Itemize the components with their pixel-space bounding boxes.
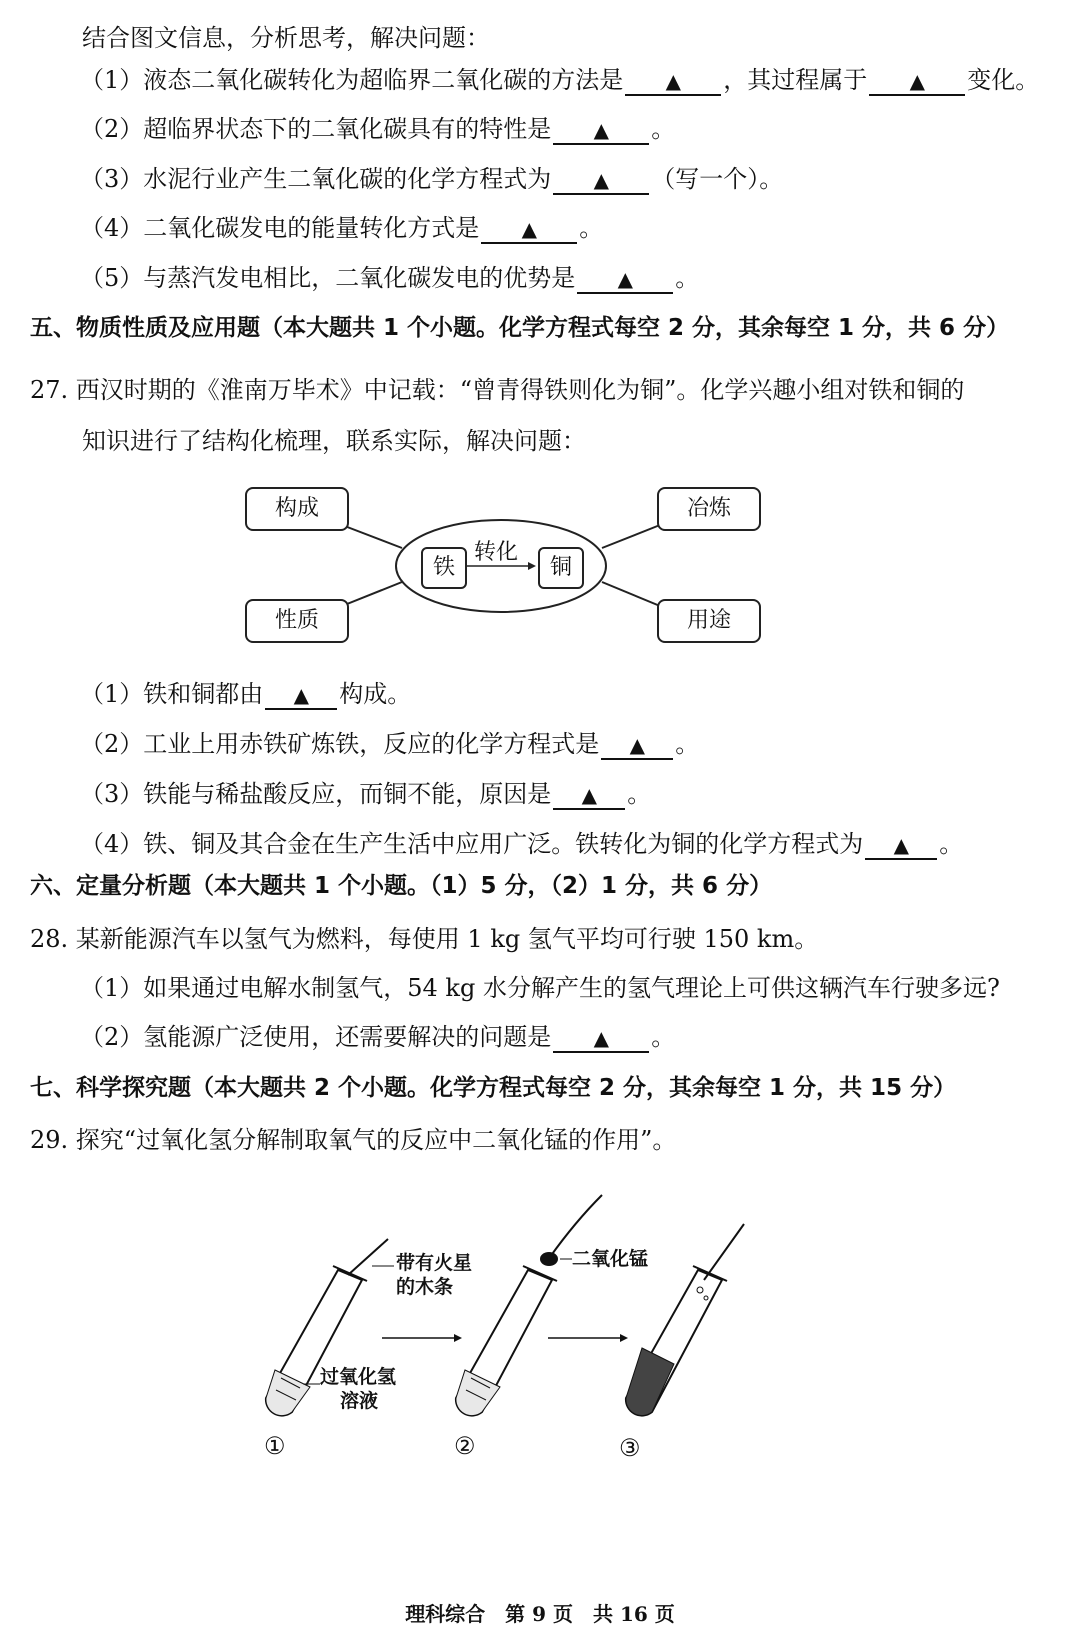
burning-splint-icon xyxy=(704,1224,744,1280)
label-h2o2-1: 过氧化氢 xyxy=(320,1366,397,1388)
diagram-box-composition: 构成 xyxy=(245,487,349,531)
answer-blank[interactable]: ▲ xyxy=(625,68,721,96)
section-5-heading: 五、物质性质及应用题（本大题共 1 个小题。化学方程式每空 2 分，其余每空 1 分，共 6 分） xyxy=(30,315,1010,341)
answer-blank[interactable]: ▲ xyxy=(553,167,649,195)
label-glowing-splint-1: 带有火星 xyxy=(396,1252,473,1274)
conversion-label: 转化 xyxy=(474,540,519,565)
q27-part2: （2）工业上用赤铁矿炼铁，反应的化学方程式是 ▲ 。 xyxy=(80,730,700,758)
test-tube-2-icon xyxy=(456,1195,602,1416)
diagram-box-copper: 铜 xyxy=(538,547,584,589)
answer-blank[interactable]: ▲ xyxy=(553,1025,649,1053)
section-7-heading: 七、科学探究题（本大题共 2 个小题。化学方程式每空 2 分，其余每空 1 分，共 15 分） xyxy=(30,1075,957,1101)
q26-part1: （1）液态二氧化碳转化为超临界二氧化碳的方法是 ▲ ，其过程属于 ▲ 变化。 xyxy=(80,66,1040,94)
label-h2o2-2: 溶液 xyxy=(340,1390,379,1412)
q26-part5: （5）与蒸汽发电相比，二氧化碳发电的优势是 ▲ 。 xyxy=(80,264,700,292)
q27-part3: （3）铁能与稀盐酸反应，而铜不能，原因是 ▲ 。 xyxy=(80,780,652,808)
answer-blank[interactable]: ▲ xyxy=(553,782,625,810)
answer-blank[interactable]: ▲ xyxy=(577,266,673,294)
q27-part1: （1）铁和铜都由 ▲ 构成。 xyxy=(80,680,412,708)
q26-part4: （4）二氧化碳发电的能量转化方式是 ▲ 。 xyxy=(80,214,604,242)
q29-stem: 29. 探究“过氧化氢分解制取氧气的反应中二氧化锰的作用”。 xyxy=(30,1126,677,1154)
answer-blank[interactable]: ▲ xyxy=(265,682,337,710)
answer-blank[interactable]: ▲ xyxy=(553,117,649,145)
section-6-heading: 六、定量分析题（本大题共 1 个小题。（1）5 分，（2）1 分，共 6 分） xyxy=(30,873,773,899)
label-glowing-splint-2: 的木条 xyxy=(396,1276,454,1298)
q27-stem-line1: 27. 西汉时期的《淮南万毕术》中记载：“曾青得铁则化为铜”。化学兴趣小组对铁和铜的 xyxy=(30,376,965,404)
q27-part4: （4）铁、铜及其合金在生产生活中应用广泛。铁转化为铜的化学方程式为 ▲ 。 xyxy=(80,830,964,858)
step-3-label: ③ xyxy=(619,1434,641,1462)
glowing-splint-icon xyxy=(348,1239,388,1275)
answer-blank[interactable]: ▲ xyxy=(601,732,673,760)
arrow-head-icon xyxy=(620,1334,628,1342)
q28-part1: （1）如果通过电解水制氢气，54 kg 水分解产生的氢气理论上可供这辆汽车行驶多远? xyxy=(80,974,1000,1002)
answer-blank[interactable]: ▲ xyxy=(481,216,577,244)
arrow-head-icon xyxy=(454,1334,462,1342)
intro-text: 结合图文信息，分析思考，解决问题： xyxy=(82,24,490,52)
diagram-box-iron: 铁 xyxy=(421,547,467,589)
diagram-box-properties: 性质 xyxy=(245,599,349,643)
answer-blank[interactable]: ▲ xyxy=(865,832,937,860)
step-1-label: ① xyxy=(264,1432,286,1460)
bubbling-solution-icon xyxy=(626,1348,674,1416)
label-mno2: 二氧化锰 xyxy=(572,1248,649,1270)
diagram-box-smelting: 冶炼 xyxy=(657,487,761,531)
answer-blank[interactable]: ▲ xyxy=(869,68,965,96)
q26-part3: （3）水泥行业产生二氧化碳的化学方程式为 ▲ （写一个）。 xyxy=(80,165,784,193)
diagram-box-uses: 用途 xyxy=(657,599,761,643)
page-footer: 理科综合 第 9 页 共 16 页 xyxy=(405,1602,675,1626)
q26-part2: （2）超临界状态下的二氧化碳具有的特性是 ▲ 。 xyxy=(80,115,676,143)
q28-stem: 28. 某新能源汽车以氢气为燃料，每使用 1 kg 氢气平均可行驶 150 km。 xyxy=(30,925,819,953)
mno2-powder-icon xyxy=(540,1252,558,1266)
q28-part2: （2）氢能源广泛使用，还需要解决的问题是 ▲ 。 xyxy=(80,1023,676,1051)
step-2-label: ② xyxy=(454,1432,476,1460)
q27-stem-line2: 知识进行了结构化梳理，联系实际，解决问题： xyxy=(82,427,586,455)
